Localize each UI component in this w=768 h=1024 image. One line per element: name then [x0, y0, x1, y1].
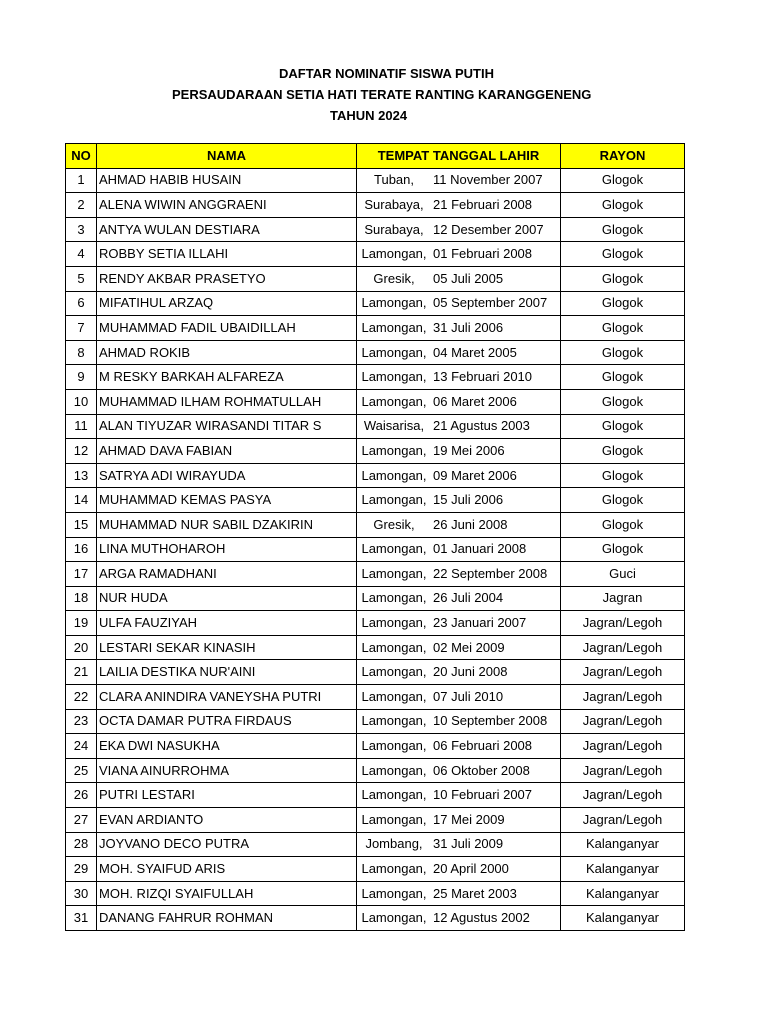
cell-tanggal: 26 Juni 2008 [433, 516, 508, 532]
cell-tempat: Surabaya, [364, 196, 424, 212]
cell-no: 8 [66, 340, 97, 365]
cell-nama: EKA DWI NASUKHA [97, 734, 357, 759]
column-header-tempat-tanggal-lahir: TEMPAT TANGGAL LAHIR [357, 144, 561, 169]
table-row [66, 340, 685, 365]
cell-tanggal: 13 Februari 2010 [433, 369, 533, 385]
cell-nama: CLARA ANINDIRA VANEYSHA PUTRI [97, 685, 357, 710]
cell-tempat-tanggal-lahir [357, 463, 561, 488]
table-row [66, 734, 685, 759]
cell-rayon: Jagran/Legoh [561, 709, 685, 734]
cell-nama: AHMAD HABIB HUSAIN [97, 168, 357, 193]
cell-tanggal: 09 Maret 2006 [433, 467, 517, 483]
cell-tempat-tanggal-lahir [357, 439, 561, 464]
cell-no: 28 [66, 832, 97, 857]
cell-nama: NUR HUDA [97, 586, 357, 611]
cell-tanggal: 05 September 2007 [433, 295, 548, 311]
cell-rayon: Glogok [561, 316, 685, 341]
cell-tempat: Gresik, [373, 516, 415, 532]
table-row [66, 685, 685, 710]
cell-rayon: Jagran/Legoh [561, 734, 685, 759]
cell-tanggal: 31 Juli 2006 [433, 319, 504, 335]
cell-tanggal: 01 Februari 2008 [433, 246, 533, 262]
cell-tanggal: 12 Agustus 2002 [433, 910, 530, 926]
cell-tempat: Lamongan, [361, 344, 427, 360]
cell-rayon: Guci [561, 562, 685, 587]
cell-nama: AHMAD DAVA FABIAN [97, 439, 357, 464]
cell-tempat: Lamongan, [361, 688, 427, 704]
cell-tempat-tanggal-lahir [357, 193, 561, 218]
cell-tanggal: 06 Maret 2006 [433, 393, 517, 409]
cell-no: 7 [66, 316, 97, 341]
cell-tempat: Lamongan, [361, 590, 427, 606]
cell-tempat-tanggal-lahir [357, 857, 561, 882]
cell-tempat: Lamongan, [361, 639, 427, 655]
table-row [66, 537, 685, 562]
cell-tanggal: 31 Juli 2009 [433, 836, 504, 852]
column-header-rayon: RAYON [561, 144, 685, 169]
cell-tempat: Lamongan, [361, 615, 427, 631]
cell-tempat-tanggal-lahir [357, 365, 561, 390]
cell-tempat-tanggal-lahir [357, 217, 561, 242]
cell-tempat-tanggal-lahir [357, 340, 561, 365]
cell-tanggal: 25 Maret 2003 [433, 885, 517, 901]
cell-nama: ALAN TIYUZAR WIRASANDI TITAR S [97, 414, 357, 439]
cell-no: 15 [66, 512, 97, 537]
cell-nama: MOH. SYAIFUD ARIS [97, 857, 357, 882]
cell-rayon: Glogok [561, 340, 685, 365]
cell-tempat: Gresik, [373, 270, 415, 286]
cell-tempat-tanggal-lahir [357, 906, 561, 931]
cell-rayon: Glogok [561, 217, 685, 242]
cell-no: 9 [66, 365, 97, 390]
cell-tempat-tanggal-lahir [357, 881, 561, 906]
cell-tempat: Lamongan, [361, 787, 427, 803]
cell-tempat-tanggal-lahir [357, 389, 561, 414]
cell-nama: VIANA AINURROHMA [97, 758, 357, 783]
cell-rayon: Glogok [561, 537, 685, 562]
cell-rayon: Jagran/Legoh [561, 685, 685, 710]
cell-tempat: Lamongan, [361, 885, 427, 901]
cell-tempat: Lamongan, [361, 393, 427, 409]
cell-nama: M RESKY BARKAH ALFAREZA [97, 365, 357, 390]
cell-tempat-tanggal-lahir [357, 734, 561, 759]
cell-tempat-tanggal-lahir [357, 488, 561, 513]
cell-tempat-tanggal-lahir [357, 611, 561, 636]
cell-tempat: Lamongan, [361, 811, 427, 827]
table-row [66, 463, 685, 488]
cell-rayon: Glogok [561, 488, 685, 513]
table-row [66, 635, 685, 660]
cell-rayon: Jagran/Legoh [561, 783, 685, 808]
cell-nama: LAILIA DESTIKA NUR'AINI [97, 660, 357, 685]
table-row [66, 266, 685, 291]
table-row [66, 758, 685, 783]
cell-tempat: Lamongan, [361, 861, 427, 877]
cell-tanggal: 22 September 2008 [433, 565, 548, 581]
cell-rayon: Glogok [561, 463, 685, 488]
cell-tanggal: 06 Februari 2008 [433, 738, 533, 754]
cell-no: 21 [66, 660, 97, 685]
table-row [66, 857, 685, 882]
cell-no: 29 [66, 857, 97, 882]
cell-no: 16 [66, 537, 97, 562]
cell-tempat: Surabaya, [364, 221, 424, 237]
title-line-2: PERSAUDARAAN SETIA HATI TERATE RANTING KARANGGENENG [172, 87, 592, 102]
cell-rayon: Kalanganyar [561, 857, 685, 882]
table-row [66, 783, 685, 808]
cell-tanggal: 10 Februari 2007 [433, 787, 533, 803]
table-row [66, 168, 685, 193]
cell-no: 1 [66, 168, 97, 193]
cell-tempat-tanggal-lahir [357, 316, 561, 341]
cell-nama: ARGA RAMADHANI [97, 562, 357, 587]
cell-tanggal: 20 April 2000 [433, 861, 509, 877]
table-row [66, 660, 685, 685]
cell-no: 12 [66, 439, 97, 464]
table-row [66, 562, 685, 587]
cell-tempat-tanggal-lahir [357, 685, 561, 710]
cell-rayon: Glogok [561, 193, 685, 218]
cell-tempat: Lamongan, [361, 295, 427, 311]
cell-no: 25 [66, 758, 97, 783]
cell-rayon: Glogok [561, 439, 685, 464]
cell-tempat-tanggal-lahir [357, 586, 561, 611]
cell-rayon: Jagran/Legoh [561, 660, 685, 685]
table-row [66, 414, 685, 439]
table-row [66, 439, 685, 464]
cell-tempat: Lamongan, [361, 565, 427, 581]
cell-nama: LESTARI SEKAR KINASIH [97, 635, 357, 660]
cell-tempat-tanggal-lahir [357, 832, 561, 857]
cell-tempat-tanggal-lahir [357, 758, 561, 783]
cell-no: 23 [66, 709, 97, 734]
cell-tanggal: 02 Mei 2009 [433, 639, 505, 655]
cell-tanggal: 15 Juli 2006 [433, 492, 504, 508]
cell-no: 17 [66, 562, 97, 587]
table-row [66, 881, 685, 906]
column-header-nama: NAMA [97, 144, 357, 169]
cell-tempat: Waisarisa, [363, 418, 425, 434]
cell-rayon: Kalanganyar [561, 832, 685, 857]
cell-nama: OCTA DAMAR PUTRA FIRDAUS [97, 709, 357, 734]
cell-tanggal: 23 Januari 2007 [433, 615, 527, 631]
cell-tanggal: 04 Maret 2005 [433, 344, 517, 360]
cell-nama: DANANG FAHRUR ROHMAN [97, 906, 357, 931]
cell-nama: ANTYA WULAN DESTIARA [97, 217, 357, 242]
table-row [66, 709, 685, 734]
cell-tempat-tanggal-lahir [357, 242, 561, 267]
cell-nama: SATRYA ADI WIRAYUDA [97, 463, 357, 488]
cell-no: 20 [66, 635, 97, 660]
cell-tempat-tanggal-lahir [357, 660, 561, 685]
cell-no: 13 [66, 463, 97, 488]
cell-tempat-tanggal-lahir [357, 266, 561, 291]
cell-rayon: Jagran/Legoh [561, 611, 685, 636]
cell-tempat: Lamongan, [361, 762, 427, 778]
cell-rayon: Jagran/Legoh [561, 635, 685, 660]
cell-tanggal: 21 Februari 2008 [433, 196, 533, 212]
table-row [66, 389, 685, 414]
cell-rayon: Kalanganyar [561, 906, 685, 931]
cell-nama: MUHAMMAD FADIL UBAIDILLAH [97, 316, 357, 341]
cell-nama: LINA MUTHOHAROH [97, 537, 357, 562]
cell-nama: PUTRI LESTARI [97, 783, 357, 808]
cell-no: 18 [66, 586, 97, 611]
cell-tempat: Lamongan, [361, 664, 427, 680]
cell-tanggal: 07 Juli 2010 [433, 688, 504, 704]
cell-rayon: Glogok [561, 291, 685, 316]
cell-rayon: Glogok [561, 414, 685, 439]
cell-no: 4 [66, 242, 97, 267]
cell-tempat: Lamongan, [361, 319, 427, 335]
cell-tempat-tanggal-lahir [357, 808, 561, 833]
cell-tanggal: 01 Januari 2008 [433, 541, 527, 557]
cell-nama: ULFA FAUZIYAH [97, 611, 357, 636]
cell-tempat: Lamongan, [361, 442, 427, 458]
cell-rayon: Glogok [561, 365, 685, 390]
cell-tempat-tanggal-lahir [357, 537, 561, 562]
cell-nama: ALENA WIWIN ANGGRAENI [97, 193, 357, 218]
cell-nama: AHMAD ROKIB [97, 340, 357, 365]
title-line-3: TAHUN 2024 [330, 108, 408, 123]
cell-nama: JOYVANO DECO PUTRA [97, 832, 357, 857]
cell-tempat: Lamongan, [361, 369, 427, 385]
cell-tanggal: 20 Juni 2008 [433, 664, 508, 680]
cell-tempat: Lamongan, [361, 541, 427, 557]
cell-tanggal: 11 November 2007 [433, 172, 543, 188]
cell-tempat: Lamongan, [361, 467, 427, 483]
cell-tanggal: 06 Oktober 2008 [433, 762, 530, 778]
cell-no: 24 [66, 734, 97, 759]
table-row [66, 906, 685, 931]
cell-tempat: Lamongan, [361, 492, 427, 508]
cell-no: 14 [66, 488, 97, 513]
cell-nama: MUHAMMAD NUR SABIL DZAKIRIN [97, 512, 357, 537]
cell-rayon: Jagran/Legoh [561, 758, 685, 783]
table-row [66, 316, 685, 341]
cell-no: 30 [66, 881, 97, 906]
cell-tanggal: 12 Desember 2007 [433, 221, 544, 237]
cell-tempat: Lamongan, [361, 910, 427, 926]
cell-tanggal: 21 Agustus 2003 [433, 418, 530, 434]
table-row [66, 832, 685, 857]
cell-no: 19 [66, 611, 97, 636]
cell-tempat: Tuban, [374, 172, 414, 188]
cell-nama: RENDY AKBAR PRASETYO [97, 266, 357, 291]
cell-rayon: Jagran/Legoh [561, 808, 685, 833]
cell-tanggal: 17 Mei 2009 [433, 811, 505, 827]
cell-tempat: Jombang, [365, 836, 423, 852]
cell-nama: MIFATIHUL ARZAQ [97, 291, 357, 316]
student-table [65, 143, 685, 931]
table-row [66, 365, 685, 390]
cell-tempat: Lamongan, [361, 246, 427, 262]
cell-tanggal: 10 September 2008 [433, 713, 548, 729]
table-body [66, 168, 685, 930]
cell-tempat-tanggal-lahir [357, 168, 561, 193]
cell-tempat-tanggal-lahir [357, 635, 561, 660]
cell-no: 5 [66, 266, 97, 291]
title-line-1: DAFTAR NOMINATIF SISWA PUTIH [279, 66, 494, 81]
table-header-row [66, 144, 685, 169]
cell-no: 26 [66, 783, 97, 808]
cell-tempat-tanggal-lahir [357, 291, 561, 316]
cell-tanggal: 26 Juli 2004 [433, 590, 504, 606]
table-row [66, 488, 685, 513]
cell-nama: MUHAMMAD ILHAM ROHMATULLAH [97, 389, 357, 414]
cell-no: 10 [66, 389, 97, 414]
table-row [66, 808, 685, 833]
column-header-no: NO [66, 144, 97, 169]
cell-tempat-tanggal-lahir [357, 709, 561, 734]
cell-tanggal: 05 Juli 2005 [433, 270, 504, 286]
table-row [66, 611, 685, 636]
table-row [66, 512, 685, 537]
cell-rayon: Jagran [561, 586, 685, 611]
table-row [66, 291, 685, 316]
cell-rayon: Glogok [561, 389, 685, 414]
cell-tempat-tanggal-lahir [357, 562, 561, 587]
cell-no: 2 [66, 193, 97, 218]
cell-tempat-tanggal-lahir [357, 783, 561, 808]
cell-tempat-tanggal-lahir [357, 512, 561, 537]
cell-no: 27 [66, 808, 97, 833]
cell-no: 6 [66, 291, 97, 316]
cell-no: 31 [66, 906, 97, 931]
cell-no: 11 [66, 414, 97, 439]
table-row [66, 242, 685, 267]
table-row [66, 586, 685, 611]
cell-rayon: Glogok [561, 512, 685, 537]
cell-rayon: Glogok [561, 242, 685, 267]
cell-tempat-tanggal-lahir [357, 414, 561, 439]
cell-rayon: Kalanganyar [561, 881, 685, 906]
cell-tanggal: 19 Mei 2006 [433, 442, 505, 458]
cell-rayon: Glogok [561, 266, 685, 291]
cell-nama: MOH. RIZQI SYAIFULLAH [97, 881, 357, 906]
table-row [66, 193, 685, 218]
table-row [66, 217, 685, 242]
cell-tempat: Lamongan, [361, 713, 427, 729]
cell-nama: MUHAMMAD KEMAS PASYA [97, 488, 357, 513]
cell-no: 3 [66, 217, 97, 242]
cell-no: 22 [66, 685, 97, 710]
cell-nama: EVAN ARDIANTO [97, 808, 357, 833]
cell-rayon: Glogok [561, 168, 685, 193]
cell-nama: ROBBY SETIA ILLAHI [97, 242, 357, 267]
cell-tempat: Lamongan, [361, 738, 427, 754]
